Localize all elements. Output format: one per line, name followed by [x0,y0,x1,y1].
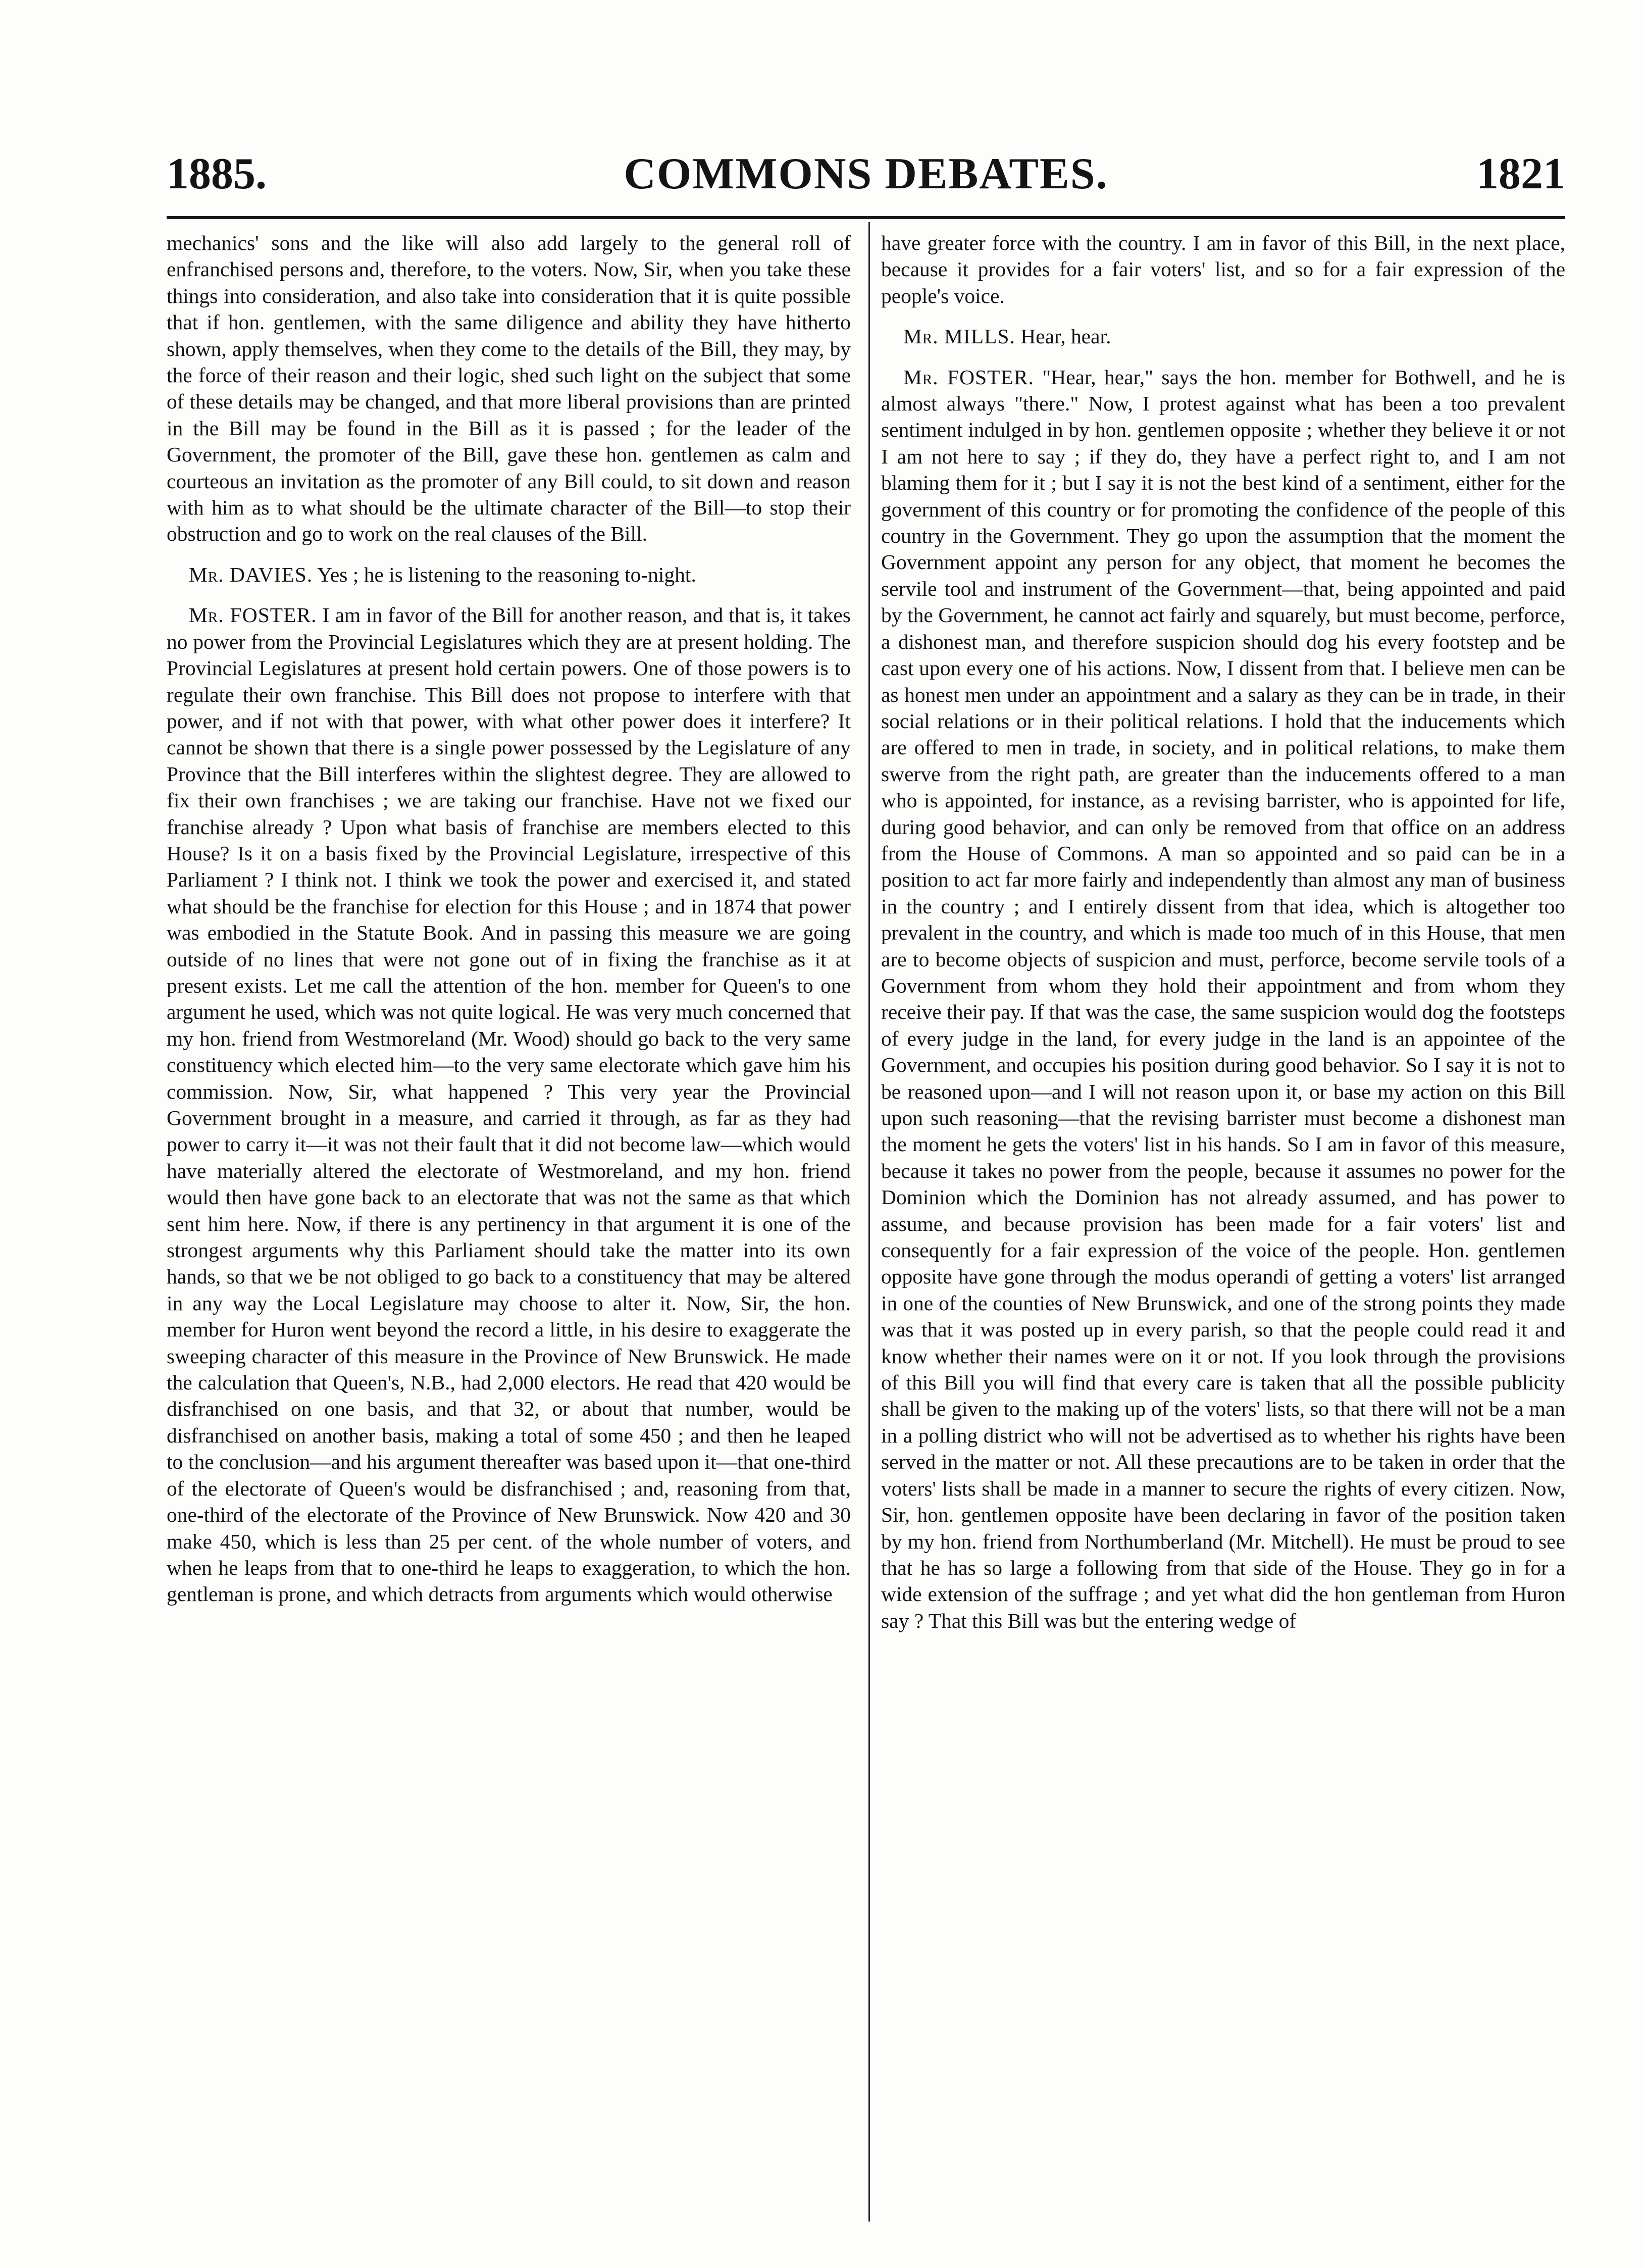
right-column [881,230,1565,1634]
running-head [167,146,1565,207]
paragraph [167,230,851,547]
paragraph-text: have greater force with the country. I am in favor of this Bill, in the next place, because it provides for a fair voters' list, and so for a fair expression of the people's voice. [881,231,1565,307]
paragraph [167,602,851,1607]
speaker-name: Mr. DAVIES. [189,562,313,586]
header-page-number: 1821 [1476,149,1565,198]
speaker-name: Mr. MILLS. [903,325,1015,348]
speaker-name: Mr. FOSTER. [903,365,1034,389]
paragraph [881,230,1565,309]
header-title: COMMONS DEBATES. [624,149,1108,198]
paragraph-text: mechanics' sons and the like will also add largely to the general roll of enfranchised persons and, therefore, to the voters. Now, Sir, when you take these things into consideration, and also take into consideration that it is quite possible that if hon. gentlemen, with the same diligence and ability they have hitherto shown, apply themselves, when they come to the details of the Bill, they may, by the force of their reason and their logic, shed such light on the subject that some of these details may be changed, and that more liberal provisions than are printed in the Bill may be found in the Bill as it is passed ; for the leader of the Government, the promoter of the Bill, gave these hon. gentlemen as calm and courteous an invitation as the promoter of any Bill could, to sit down and reason with him as to what should be the ultimate character of the Bill—to stop their obstruction and go to work on the real clauses of the Bill. [167,231,851,546]
speaker-name: Mr. FOSTER. [189,603,317,627]
paragraph-text: "Hear, hear," says the hon. member for Bothwell, and he is almost always "there." Now, I protest against what has been a too prevalent sentiment indulged in by hon. gentlemen opposite ; whether they believe it or not I am not here to say ; if they do, they have a perfect right to, and I am not blaming them for it ; but I say it is not the best kind of a sentiment, either for the government of this country or for promoting the confidence of the people of this country in the Government. They go upon the assumption that the moment the Government appoint any person for any object, that moment he becomes the servile tool and instrument of the Government—that, being appointed and paid by the Government, he cannot act fairly and squarely, but must become, perforce, a dishonest man, and therefore suspicion should dog his every footstep and be cast upon every one of his actions. Now, I dissent from that. I believe men can be as honest men under an appointment and a salary as they can be in trade, in their social relations or in their political relations. I hold that the inducements which are offered to men in trade, in society, and in political relations, to make them swerve from the right path, are greater than the inducements offered to a man who is appointed, for instance, as a revising barrister, who is appointed for life, during good behavior, and can only be removed from that office on an address from the House of Commons. A man so appointed and so paid can be in a position to act far more fairly and independently than almost any man of business in the country ; and I entirely dissent from that idea, which is altogether too prevalent in the country, and which is made too much of in this House, that men are to become objects of suspicion and must, perforce, become servile tools of a Government from whom they hold their appointment and from whom they receive their pay. If that was the case, the same suspicion would dog the footsteps of every judge in the land, for every judge in the land is an appointee of the Government, and occupies his position during good behavior. So I say it is not to be reasoned upon—and I will not reason upon it, or base my action on this Bill upon such reasoning—that the revising barrister must become a dishonest man the moment he gets the voters' list in his hands. So I am in favor of this measure, because it takes no power from the people, because it assumes no power for the Dominion which the Dominion has not already assumed, and has power to assume, and because provision has been made for a fair voters' list and consequently for a fair expression of the voice of the people. Hon. gentlemen opposite have gone through the modus operandi of getting a voters' list arranged in one of the counties of New Brunswick, and one of the strong points they made was that it was posted up in every parish, so that the people could read it and know whether their names were on it or not. If you look through the provisions of this Bill you will find that every care is taken that all the possible publicity shall be given to the making up of the voters' lists, so that there will not be a man in a polling district who will not be advertised as to whether his rights have been served in the matter or not. All these precautions are to be taken in order that the voters' lists shall be made in a manner to secure the rights of every citizen. Now, Sir, hon. gentlemen opposite have been declaring in favor of the position taken by my hon. friend from Northumberland (Mr. Mitchell). He must be proud to see that he has so large a following from that side of the House. They go in for a wide extension of the suffrage ; and yet what did the hon gentleman from Huron say ? That this Bill was but the entering wedge of [881,365,1565,1632]
left-column [167,230,851,1608]
paragraph [167,561,851,588]
column-rule [868,222,870,2222]
paragraph-text: Hear, hear. [1020,325,1111,348]
header-year: 1885. [167,149,267,198]
paragraph [881,323,1565,349]
header-rule [167,216,1565,219]
paragraph-text: I am in favor of the Bill for another reason, and that is, it takes no power from the Provincial Legislatures which they are at present holding. The Provincial Legislatures at present hold certain powers. One of those powers is to regulate their own franchise. This Bill does not propose to interfere with that power, and if not with that power, with what other power does it interfere? It cannot be shown that there is a single power possessed by the Legislature of any Province that the Bill interferes within the slightest degree. They are allowed to fix their own franchises ; we are taking our franchise. Have not we fixed our franchise already ? Upon what basis of franchise are members elected to this House? Is it on a basis fixed by the Provincial Legislature, irrespective of this Parliament ? I think not. I think we took the power and exercised it, and stated what should be the franchise for election for this House ; and in 1874 that power was embodied in the Statute Book. And in passing this measure we are going outside of no lines that were not gone out of in fixing the franchise as it at present exists. Let me call the attention of the hon. member for Queen's to one argument he used, which was not quite logical. He was very much concerned that my hon. friend from Westmoreland (Mr. Wood) should go back to the very same constituency which elected him—to the very same electorate which gave him his commission. Now, Sir, what happened ? This very year the Provincial Government brought in a measure, and carried it through, as far as they had power to carry it—it was not their fault that it did not become law—which would have materially altered the electorate of Westmoreland, and my hon. friend would then have gone back to an electorate that was not the same as that which sent him here. Now, if there is any pertinency in that argument it is one of the strongest arguments why this Parliament should take the matter into its own hands, so that we be not obliged to go back to a constituency that may be altered in any way the Local Legislature may choose to alter it. Now, Sir, the hon. member for Huron went beyond the record a little, in his desire to exaggerate the sweeping character of this measure in the Province of New Brunswick. He made the calculation that Queen's, N.B., had 2,000 electors. He read that 420 would be disfranchised on one basis, and that 32, or about that number, would be disfranchised on another basis, making a total of some 450 ; and then he leaped to the conclusion—and his argument thereafter was based upon it—that one-third of the electorate of Queen's would be disfranchised ; and, reasoning from that, one-third of the electorate of the Province of New Brunswick. Now 420 and 30 make 450, which is less than 25 per cent. of the whole number of voters, and when he leaps from that to one-third he leaps to exaggeration, to which the hon. gentleman is prone, and which detracts from arguments which would otherwise [167,603,851,1606]
paragraph [881,364,1565,1634]
paragraph-text: Yes ; he is listening to the reasoning to-night. [317,562,696,586]
